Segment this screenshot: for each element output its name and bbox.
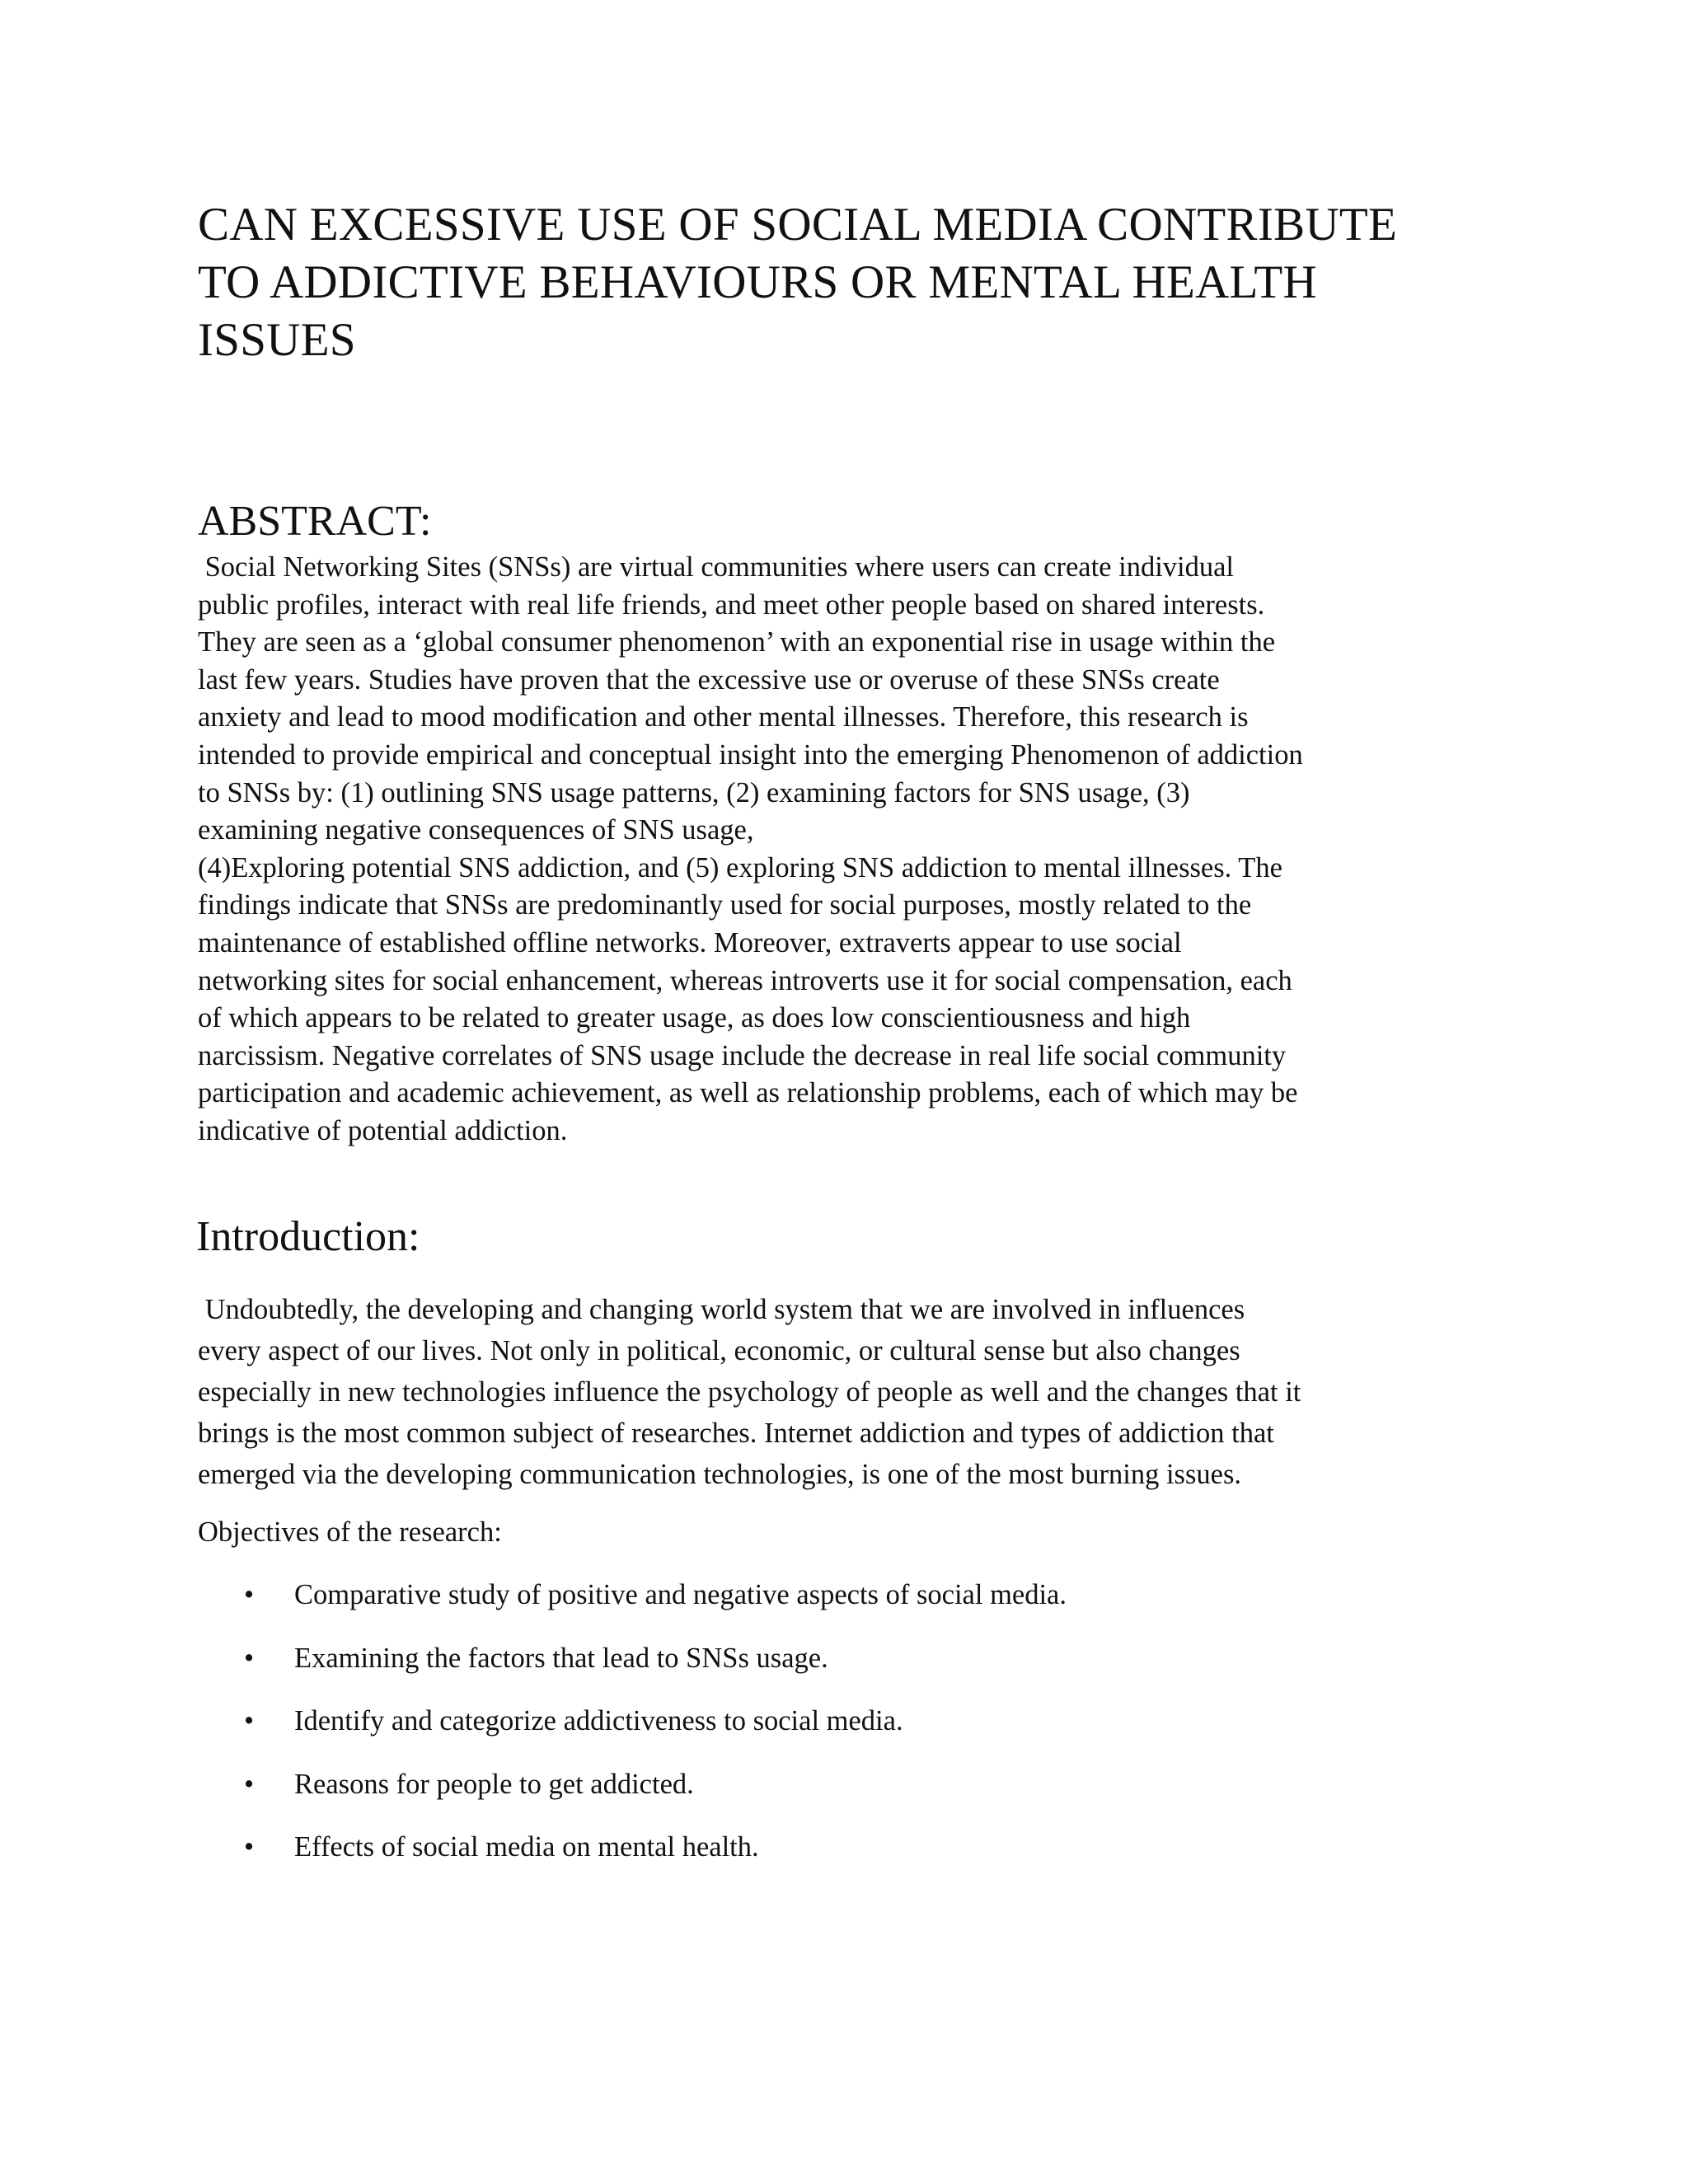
title-line: ISSUES xyxy=(198,314,356,366)
objective-text: Examining the factors that lead to SNSs usage. xyxy=(294,1642,828,1674)
abstract-line: maintenance of established offline networks. Moreover, extraverts appear to use social xyxy=(198,926,1182,958)
introduction-line: every aspect of our lives. Not only in political, economic, or cultural sense but also changes xyxy=(198,1335,1240,1366)
introduction-line: emerged via the developing communication technologies, is one of the most burning issues. xyxy=(198,1459,1242,1490)
bullet-icon: • xyxy=(244,1642,255,1674)
introduction-heading: Introduction: xyxy=(196,1213,420,1260)
abstract-heading: ABSTRACT: xyxy=(198,498,432,545)
objective-text: Identify and categorize addictiveness to social media. xyxy=(294,1705,903,1736)
abstract-line: participation and academic achievement, as well as relationship problems, each of which may be xyxy=(198,1077,1298,1109)
bullet-icon: • xyxy=(244,1831,255,1863)
document-title xyxy=(198,196,1484,369)
bullet-icon: • xyxy=(244,1705,255,1736)
abstract-line: findings indicate that SNSs are predominantly used for social purposes, mostly related to the xyxy=(198,889,1252,921)
bullet-icon: • xyxy=(244,1768,255,1800)
title-line: CAN EXCESSIVE USE OF SOCIAL MEDIA CONTRIBUTE xyxy=(198,199,1398,251)
abstract-line: intended to provide empirical and conceptual insight into the emerging Phenomenon of addiction xyxy=(198,738,1303,771)
objectives-label: Objectives of the research: xyxy=(198,1516,502,1548)
abstract-line: anxiety and lead to mood modification and other mental illnesses. Therefore, this research is xyxy=(198,701,1249,733)
abstract-line: examining negative consequences of SNS usage, xyxy=(198,814,754,846)
bullet-icon: • xyxy=(244,1579,255,1610)
objective-text: Reasons for people to get addicted. xyxy=(294,1768,694,1800)
abstract-line: networking sites for social enhancement, whereas introverts use it for social compensation, each xyxy=(198,964,1292,996)
abstract-line: narcissism. Negative correlates of SNS usage include the decrease in real life social community xyxy=(198,1039,1287,1071)
objective-text: Comparative study of positive and negative aspects of social media. xyxy=(294,1579,1067,1610)
introduction-paragraph xyxy=(198,1289,1500,1495)
abstract-line: Social Networking Sites (SNSs) are virtual communities where users can create individual xyxy=(198,551,1235,583)
introduction-line: especially in new technologies influence the psychology of people as well and the changes that it xyxy=(198,1376,1301,1408)
abstract-line: to SNSs by: (1) outlining SNS usage patterns, (2) examining factors for SNS usage, (3) xyxy=(198,776,1190,808)
abstract-line: public profiles, interact with real life friends, and meet other people based on shared interests. xyxy=(198,588,1265,621)
introduction-line: brings is the most common subject of researches. Internet addiction and types of addiction that xyxy=(198,1418,1274,1449)
abstract-line: (4)Exploring potential SNS addiction, and (5) exploring SNS addiction to mental illnesses. The xyxy=(198,851,1282,883)
abstract-line: last few years. Studies have proven that the excessive use or overuse of these SNSs create xyxy=(198,663,1220,696)
abstract-line: of which appears to be related to greater usage, as does low conscientiousness and high xyxy=(198,1002,1191,1034)
abstract-line: They are seen as a ‘global consumer phenomenon’ with an exponential rise in usage within the xyxy=(198,626,1276,658)
abstract-paragraph xyxy=(198,549,1500,1151)
title-line: TO ADDICTIVE BEHAVIOURS OR MENTAL HEALTH xyxy=(198,256,1318,308)
introduction-line: Undoubtedly, the developing and changing world system that we are involved in influences xyxy=(198,1294,1245,1325)
objective-text: Effects of social media on mental health. xyxy=(294,1831,759,1863)
abstract-line: indicative of potential addiction. xyxy=(198,1114,568,1146)
